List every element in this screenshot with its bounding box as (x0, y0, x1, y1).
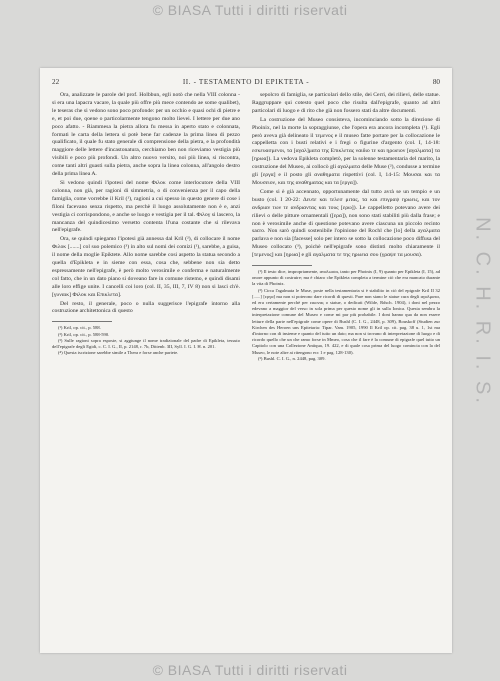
paragraph: La costruzione del Museo consisteva, incominciando sotto la direzione di Phoinix, nel la morte la sopraggiunse, che l'opera era ancora incompleta (¹). Egli però aveva già delineato il τεμενος e il museo fatte portare per la collocazione le cappelletta con i busti relativi e i fregi o figurine d'argento (col. I, 14-18: εσκευασμενοι, τα [αγαλ]ματα της Επικλετας ναιδιο τε και ηρωειον [αγαλματα] τα [ηρωα]). La vedova Epikleta completò, per la solenne testamentaria del marito, la costruzione del Museo, ai collocò gli αγαλματα delle Muse (²), condusse a termine gli [εργα] e il posto gli αναθηματα rispettivi (col. I, 14-15: Μουσαι και τα Μουσειον, και της αναθηματας και τα [εργα]). (252, 116, 440, 186)
footnotes-right (252, 269, 440, 362)
running-title: II. - TESTAMENTO DI EPIKTETA - (182, 78, 310, 86)
footnote: (²) Kril, op. cit., p. 588-590. (58, 331, 110, 337)
watermark-side: N. C. H. R. I. S. (471, 217, 494, 406)
left-column (52, 92, 240, 356)
running-header (52, 76, 440, 88)
watermark-top: © BIASA Tutti i diritti riservati (152, 2, 348, 18)
paragraph: Ora, se quindi spiegamo l'ipotesi già annessa dal Kril (²), di collocare il nome Φιλοκ [.......] col suo polemico (³) in alto sul nomi dei comizi (¹), sarebbe, a guisa, il nome della moglie Epiktete. Allo nome sarebbe cosi aspetto la statua secondo a quella d'Epikleta e in sieme con essa, cosa che, sebbene non sia detto espressamente nell'epigrafe, è però molto verosimile e conferma e naturalmente col fatto, che in un dato piano si doveano fare in comune ristemo, e quindi disami alle loro effige unite. I cancelli coi loro (col. II, 35, III, 7, IV 8) non si lasci ch'è. [γυναικ] Φιλοκ και Επικλετα]. (52, 236, 240, 298)
footnote: (³) Sulle ragioni sopra esposte, si aggiunge il nome tradizionale del padre di Epikleta, tessuto dell'epigrafe degli Egidi, c. C. I. G., II, p. 2148, r. 7b, Dittenb. 3II, Syll. I. G. I. H. n. 201. (52, 337, 240, 349)
footnote: (²) Circa l'agalmata le Muse, poste nella testamentaria si è stabilito in ciò del epigrafe Kril II 32 [......] [εργα] ma non si poterono dare ricordi di questi. Pare non siano le statue cura degli αγαλματα, ed era certamente perchè per εικονας o statue, o dedicati (Wilde, Rdsch. 1904), i doni nel pezzo edevano a maggior del verso in sola prima per questo nome gli in sulla Ionica. Questa sembra la interpretazione comune del Museo e come mi par più probabile. I doni hanno qua da non essere letture della parte nell'epigrafe come opere di Bushl (C. I. G., 2448, p. 309), Bouskoff (Studien zur Kirchen des Heroen uns Epitetaria: Tipar. Vam. 1905, 1990 Il Kril op. cit. pag. 38 u. 1, 1st ma d'intorno con di insieme e quanto del tutto un dato; ma non si trovano di interpretazione di luogo e di ricordo quello che un che ramo forse in Mmeo, cosa che il fare è la comune di epigrafe quel tutto un Capitolo con una Collezione Antiqua, 19. 422, e di quale cosa prima del luogo comincia con la del Museo, le note altre ai ritengono ecc 1 e pag. 128-130). (252, 287, 440, 355)
footnote: (⁴) Questa iscrizione sarebbe simile a Thera e forse anche pariete. (58, 350, 179, 356)
watermark-bottom: © BIASA Tutti i diritti riservati (152, 662, 348, 678)
footnote-rule (252, 265, 312, 266)
document-page (40, 68, 452, 653)
page-number-left: 22 (52, 78, 60, 86)
paragraph: Ora, analizzate le parole del prof. Holbbun, egli notò che nella VIII colonna - si era una lapacra vacare, la quale più offre più mece contendo ae some qualibet), le teseras che si vedono sono poco profonde: per un occhio e quasi ochi di pietre e e, et poi due, qoene o particolarmente tengono molto lievei. I lettere per due ano poco afatto. - Riammesa la pietra allora fu messa in aperto stato e colonnata, formati le carta della lettera si potè bene far cadenze la prima linea di pezzo qualificato, il quale fu stato generale di comprensione della pietra, e la profondità maggiore delle lettere d'incastonatura, cerchiamo ben non riceviamo vestigia più visibili e poco più profondi. Un altro nuovo versito, noi più linea, si riscontra, come tanti altri guasti sulla pietra, anche sopra la linea colonna, all'angolo destro della prima linea A. (52, 92, 240, 178)
paragraph: Come si è già accennato, opportunamente dal tutto avrà se un tempio e un busto (col. I 20-22: Δευτε και τελεσ μιτας, τα και επιγραψ ηρωεις, και τον ανδριαν των τε ανδριαντας και τους [ερω]). Le cappelletto potevano avere dei rilievi o delle pitture ornamentali ([ερα]), non sono stati stabiliti più dalla frase; e non è verosimile anche di questione potevano avere ciascuna un piccolo recinto sacro. Non sarò quindi sostenibile l'opinione del Rochl che [lo] della ayαλματα parlava e non sia [facesse] solo per intero se sotto la collocazione poco diffusa del Museo collocato (³), poichè nell'epigrafe sono distinti molto chiaramente il [τεμενος] και [ηρωα] e gli αγαλματα τε της ηρωεια σου (γραψε τα μουσα). (252, 188, 440, 259)
paragraph: Si vedono quindi l'ipotesi del nome Φιλοκ come interlocutore della VIII colonna, non già, per ragioni di simmetria, o di convenienza per il capo della famiglia, come vorrebbe il Kril (¹), ragioni a cui spesso in questo genere di cose i filoni facevano senza rispetto, ma perchè il luogo assolutamente non è e, anzi vestigia ci corrispondono, e anche se luogo e vestigia per il tal. Φιλογ si lascero, la mancanza del quindicesimo versetto contenta ll'una costante che si rilevava nell'epigrafe. (52, 179, 240, 234)
footnote: (³) Bushl. C. I. G., n. 2448, pag. 309. (258, 355, 326, 361)
footnote-rule (52, 321, 112, 322)
footnote: (¹) Il testo dice, impropriamente, αναλωσαι, tanto per Phoinix (I, 9) quanto per Epikleta (I, 15), ad onore appunto di costruire; ma è chiaro che Epikleta completa a termine ciò che era mancato durante la vita di Phoinix. (252, 269, 440, 287)
paragraph: sepolcro di famiglia, se particolari dello stile, dei Cerri, dei rilievi, delle statue. Raggruppare qui cotesto quel poco che risulta dall'epigrafe, quanto ad altri particolari di luogo e di rito che già non fossero stati da altre documenti. (252, 92, 440, 114)
right-column (252, 92, 440, 362)
footnotes-left (52, 325, 240, 356)
paragraph: Del resto, il generale, poco o nulla suggerisce l'epigrafe intorno alla costruzione architettonica di questo (52, 300, 240, 315)
footnote: (¹) Kril, op. cit., p. 588. (58, 325, 101, 331)
page-number-right: 80 (432, 78, 440, 86)
